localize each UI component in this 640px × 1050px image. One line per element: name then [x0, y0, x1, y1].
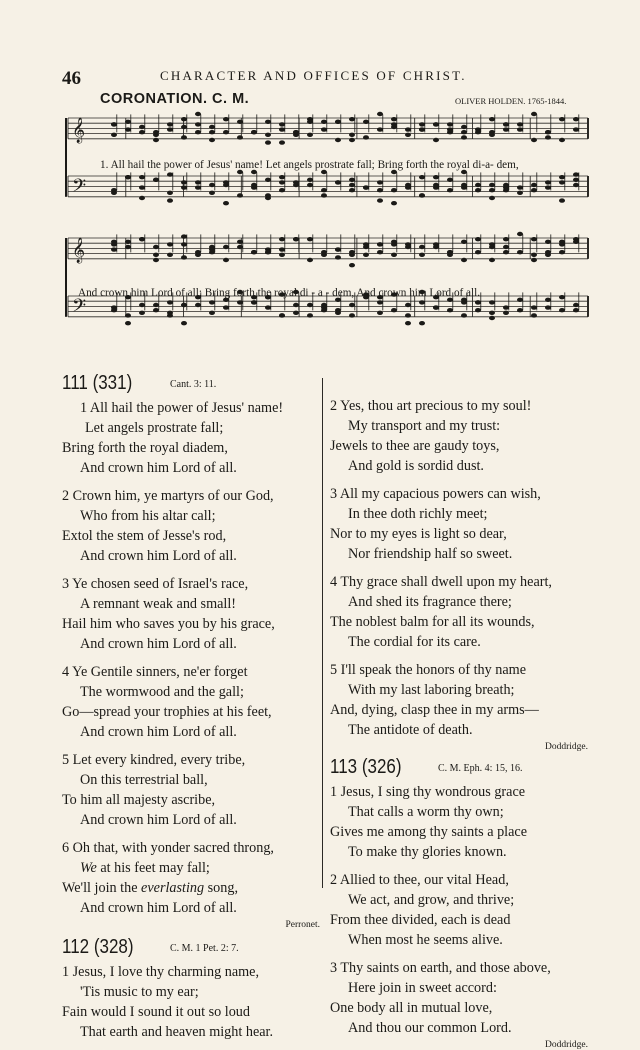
- verse-line: 4 Ye Gentile sinners, ne'er forget: [62, 664, 248, 680]
- verse-line: Bring forth the royal diadem,: [62, 440, 228, 456]
- hymn-number: 112 (328): [62, 936, 134, 958]
- stanza: [62, 662, 320, 742]
- verse-line: The antidote of death.: [348, 722, 473, 738]
- verse-text: We'll join the: [62, 880, 138, 896]
- hymn-reference: C. M. Eph. 4: 15, 16.: [438, 763, 523, 774]
- verse-line: And crown him Lord of all.: [80, 812, 237, 828]
- hymn-112-continued: [330, 396, 588, 1050]
- verse-line: 3 Thy saints on earth, and those above,: [330, 960, 551, 976]
- lyric-line-1: 1. All hail the power of Jesus' name! Let angels prostrate fall; Bring forth the royal di-a- dem,: [100, 159, 519, 171]
- verse-line: 3 All my capacious powers can wish,: [330, 486, 541, 502]
- stanza: [330, 870, 588, 950]
- stanza: [62, 574, 320, 654]
- music-score: [62, 110, 592, 362]
- svg-text:𝄢: 𝄢: [72, 175, 87, 201]
- verse-line: And crown him Lord of all.: [80, 724, 237, 740]
- verse-line: Hail him who saves you by his grace,: [62, 616, 275, 632]
- verse-line: To make thy glories known.: [348, 844, 507, 860]
- page-number: 46: [62, 68, 81, 89]
- stanza: [330, 484, 588, 564]
- verse-line: And, dying, clasp thee in my arms—: [330, 702, 539, 718]
- stanza: [62, 750, 320, 830]
- italic-word: We: [80, 860, 97, 876]
- verse-line: On this terrestrial ball,: [80, 772, 208, 788]
- verse-line: [62, 878, 320, 898]
- author-attribution: Doddridge.: [544, 1040, 588, 1050]
- verse-line: The cordial for its care.: [348, 634, 481, 650]
- verse-line: Fain would I sound it out so loud: [62, 1004, 250, 1020]
- author-attribution: Doddridge.: [544, 742, 588, 752]
- hymn-number: 113 (326): [330, 756, 402, 778]
- verse-line: That calls a worm thy own;: [348, 804, 504, 820]
- hymn-number: 111 (331): [62, 372, 133, 394]
- verse-line: 1 All hail the power of Jesus' name!: [80, 400, 284, 416]
- stanza: [62, 398, 320, 478]
- verse-line: One body all in mutual love,: [330, 1000, 493, 1016]
- column-divider: [322, 378, 323, 888]
- stanza: [330, 958, 588, 1038]
- stanza: [330, 782, 588, 862]
- lyric-line-2: And crown him Lord of all; Bring forth the royal di - a - dem, And crown him Lord of all.: [78, 287, 481, 299]
- verse-line: The noblest balm for all its wounds,: [330, 614, 535, 630]
- verse-line: 1 Jesus, I sing thy wondrous grace: [330, 784, 526, 800]
- verse-text: at his feet may fall;: [100, 860, 210, 876]
- verse-line: Gives me among thy saints a place: [330, 824, 527, 840]
- verse-line: From thee divided, each is dead: [330, 912, 511, 928]
- hymn-reference: Cant. 3: 11.: [170, 379, 217, 390]
- verse-line: Let angels prostrate fall;: [85, 420, 224, 436]
- stanza: [330, 660, 588, 740]
- stanza: [330, 396, 588, 476]
- verse-line: That earth and heaven might hear.: [80, 1024, 274, 1040]
- verse-line: And thou our common Lord.: [348, 1020, 512, 1036]
- verse-line: And crown him Lord of all.: [80, 636, 237, 652]
- verse-line: [62, 858, 320, 878]
- svg-text:𝄞: 𝄞: [72, 117, 86, 143]
- verse-line: Here join in sweet accord:: [348, 980, 497, 996]
- verse-line: 2 Allied to thee, our vital Head,: [330, 872, 509, 888]
- verse-line: Go—spread your trophies at his feet,: [62, 704, 272, 720]
- verse-line: The wormwood and the gall;: [80, 684, 244, 700]
- verse-line: 1 Jesus, I love thy charming name,: [62, 964, 260, 980]
- verse-line: 'Tis music to my ear;: [80, 984, 199, 1000]
- verse-line: 6 Oh that, with yonder sacred throng,: [62, 840, 274, 856]
- verse-line: 2 Yes, thou art precious to my soul!: [330, 398, 532, 414]
- verse-line: And shed its fragrance there;: [348, 594, 512, 610]
- verse-line: Nor friendship half so sweet.: [348, 546, 513, 562]
- stanza: [330, 572, 588, 652]
- verse-line: Who from his altar call;: [80, 508, 216, 524]
- verse-line: And crown him Lord of all.: [80, 548, 237, 564]
- verse-line: To him all majesty ascribe,: [62, 792, 216, 808]
- verse-line: 5 I'll speak the honors of thy name: [330, 662, 527, 678]
- hymn-111: [62, 372, 320, 1042]
- verse-line: Extol the stem of Jesse's rod,: [62, 528, 227, 544]
- verse-line: 4 Thy grace shall dwell upon my heart,: [330, 574, 552, 590]
- tune-composer: OLIVER HOLDEN. 1765-1844.: [455, 96, 567, 106]
- verse-line: 2 Crown him, ye martyrs of our God,: [62, 488, 274, 504]
- verse-line: My transport and my trust:: [348, 418, 501, 434]
- verse-line: A remnant weak and small!: [80, 596, 237, 612]
- running-head: CHARACTER AND OFFICES OF CHRIST.: [160, 68, 467, 83]
- verse-line: And gold is sordid dust.: [348, 458, 484, 474]
- verse-line: Nor to my eyes is light so dear,: [330, 526, 507, 542]
- svg-text:𝄢: 𝄢: [72, 295, 87, 321]
- svg-text:𝄞: 𝄞: [72, 237, 86, 263]
- tune-name: CORONATION. C. M.: [100, 91, 250, 107]
- verse-text: song,: [207, 880, 238, 896]
- verse-line: With my last laboring breath;: [348, 682, 515, 698]
- hymn-reference: C. M. 1 Pet. 2: 7.: [170, 943, 239, 954]
- italic-word: everlasting: [141, 880, 205, 896]
- verse-line: Jewels to thee are gaudy toys,: [330, 438, 500, 454]
- verse-line: And crown him Lord of all.: [80, 900, 237, 916]
- verse-line: And crown him Lord of all.: [80, 460, 237, 476]
- verse-line: When most he seems alive.: [348, 932, 503, 948]
- stanza: [62, 838, 320, 918]
- stanza: [62, 486, 320, 566]
- verse-line: 5 Let every kindred, every tribe,: [62, 752, 246, 768]
- author-attribution: Perronet.: [285, 920, 320, 930]
- stanza: [62, 962, 320, 1042]
- verse-line: 3 Ye chosen seed of Israel's race,: [62, 576, 249, 592]
- verse-line: We act, and grow, and thrive;: [348, 892, 515, 908]
- verse-line: In thee doth richly meet;: [348, 506, 488, 522]
